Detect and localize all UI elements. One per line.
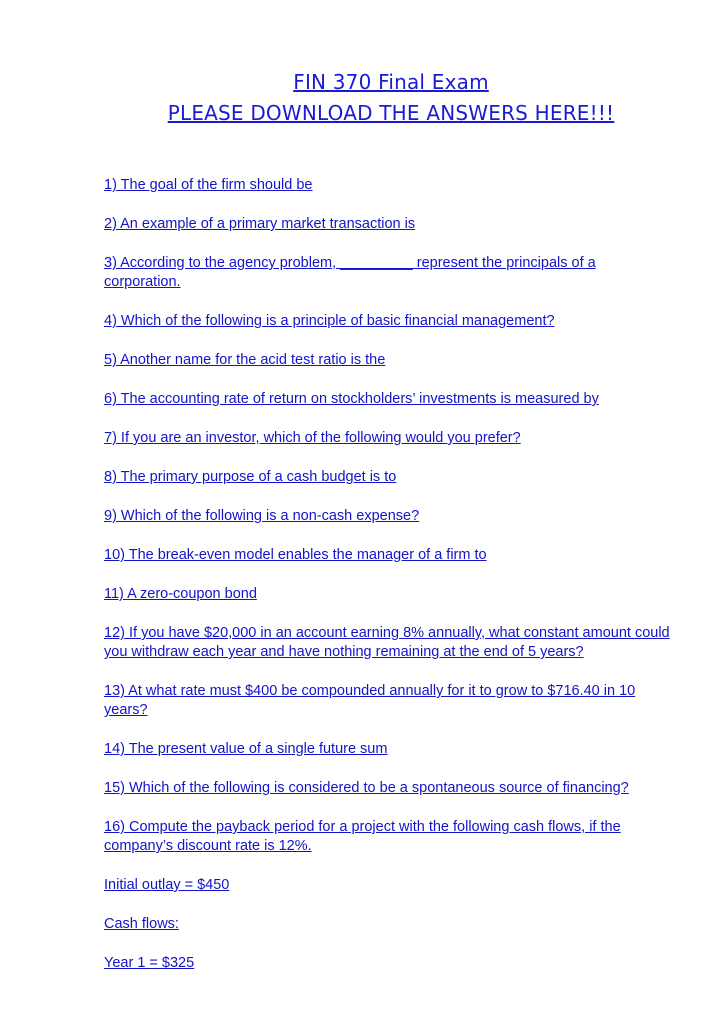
question-link[interactable]: 4) Which of the following is a principle of basic financial management?: [104, 313, 555, 329]
question-link[interactable]: 11) A zero-coupon bond: [104, 586, 257, 602]
question-link[interactable]: 9) Which of the following is a non-cash expense?: [104, 508, 420, 524]
question-link[interactable]: 15) Which of the following is considered to be a spontaneous source of financing?: [104, 780, 629, 796]
download-answers-link[interactable]: PLEASE DOWNLOAD THE ANSWERS HERE!!!: [167, 101, 615, 125]
year-1-link[interactable]: Year 1 = $325: [104, 955, 195, 971]
question-list: [104, 176, 674, 973]
question-link[interactable]: 8) The primary purpose of a cash budget is to: [104, 469, 397, 485]
question-link[interactable]: 2) An example of a primary market transaction is: [104, 216, 416, 232]
question-link[interactable]: 10) The break-even model enables the manager of a firm to: [104, 547, 487, 563]
question-link[interactable]: 5) Another name for the acid test ratio is the: [104, 352, 386, 368]
question-link[interactable]: 16) Compute the payback period for a project with the following cash flows, if the company’s discount rate is 12%.: [104, 819, 621, 854]
question-link[interactable]: 12) If you have $20,000 in an account earning 8% annually, what constant amount could you withdraw each year and have nothing remaining at the end of 5 years?: [104, 625, 670, 660]
question-link[interactable]: 3) According to the agency problem, _________ represent the principals of a corporation.: [104, 255, 596, 290]
question-link[interactable]: 13) At what rate must $400 be compounded annually for it to grow to $716.40 in 10 years?: [104, 683, 636, 718]
cash-flows-link[interactable]: Cash flows:: [104, 916, 179, 932]
initial-outlay-link[interactable]: Initial outlay = $450: [104, 877, 230, 893]
title-block: [0, 68, 728, 127]
question-link[interactable]: 1) The goal of the firm should be: [104, 177, 313, 193]
page-title[interactable]: FIN 370 Final Exam: [293, 70, 489, 94]
question-link[interactable]: 14) The present value of a single future sum: [104, 741, 388, 757]
question-link[interactable]: 7) If you are an investor, which of the following would you prefer?: [104, 430, 521, 446]
question-link[interactable]: 6) The accounting rate of return on stockholders’ investments is measured by: [104, 391, 599, 407]
